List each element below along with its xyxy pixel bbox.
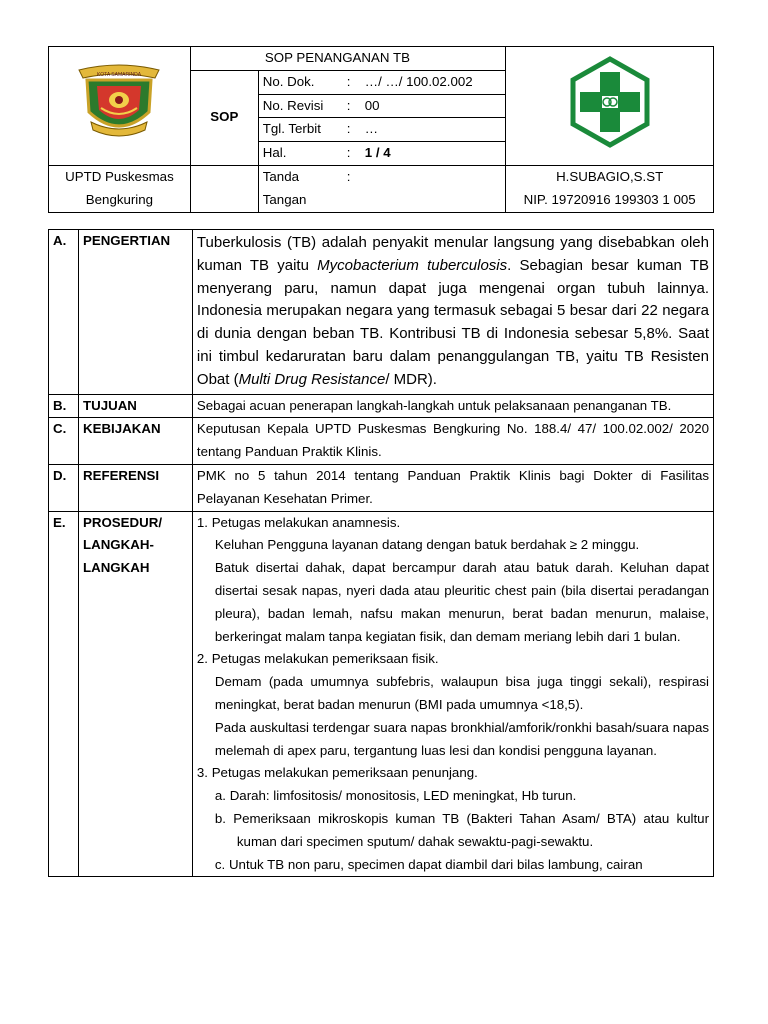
- section-b-text: Sebagai acuan penerapan langkah-langkah untuk pelaksanaan penanganan TB.: [192, 394, 713, 418]
- signer-nip: NIP. 19720916 199303 1 005: [523, 191, 696, 207]
- revision-value: 00: [364, 97, 380, 113]
- sop-empty-cell: [190, 165, 258, 212]
- step-1-title: 1. Petugas melakukan anamnesis.: [196, 514, 401, 530]
- section-b-label: TUJUAN: [78, 394, 192, 418]
- issue-date-sep: :: [346, 121, 351, 137]
- left-logo-cell: [49, 47, 191, 166]
- signer-cell: [506, 165, 714, 212]
- section-a-text-2: . Sebagian besar kuman TB menyerang paru, namun dapat juga mengenai organ tubuh lainnya. Indonesia merupakan negara yang termasuk sebagai 5 besar dari 22 negara di dunia dengan beban TB. Kontribusi TB di Indonesia sebesar 5,8%. Saat ini timbul kedaruratan baru dalam penanggulangan TB, yaitu TB Resisten Obat (: [196, 256, 710, 388]
- page-key: Hal.: [262, 145, 287, 161]
- section-d-row: [49, 464, 714, 511]
- step-3-title: 3. Petugas melakukan pemeriksaan penunjang.: [196, 765, 478, 781]
- section-e-row: [49, 511, 714, 877]
- doc-number-row: [258, 70, 506, 94]
- doc-number-sep: :: [346, 73, 351, 89]
- section-a-letter: A.: [49, 230, 79, 395]
- section-a-row: [49, 230, 714, 395]
- section-a-text-3: / MDR).: [385, 370, 437, 388]
- signer-name: H.SUBAGIO,S.ST: [556, 168, 664, 184]
- step-1-para-2: Batuk disertai dahak, dapat bercampur darah atau batuk darah. Keluhan dapat disertai sesak napas, nyeri dada atau pleuritic chest pain (bila disertai peradangan pleura), badan lemah, nafsu makan menurun, berat badan menurun, malaise, berkeringat malam tanpa kegiatan fisik, dan demam meriang lebih dari 1 bulan.: [214, 560, 709, 644]
- emblem-text: KOTA SAMARINDA: [97, 72, 142, 79]
- issue-date-value: …: [364, 121, 379, 137]
- section-a-text-1: Tuberkulosis (TB) adalah penyakit menular langsung yang disebabkan oleh kuman TB yaitu: [196, 234, 709, 274]
- revision-sep: :: [346, 97, 351, 113]
- step-2-para-1: Demam (pada umumnya subfebris, walaupun bisa juga tinggi sekali), respirasi meningkat, berat badan menurun (BMI pada umumnya <18,5).: [214, 674, 709, 712]
- step-2-para-2: Pada auskultasi terdengar suara napas bronkhial/amforik/ronkhi basah/suara napas melemah di apex paru, tergantung luas lesi dan kondisi pengguna layanan.: [214, 719, 709, 758]
- org-line-1: UPTD Puskesmas: [65, 168, 174, 184]
- section-c-row: [49, 418, 714, 465]
- section-b-row: [49, 394, 714, 418]
- issue-date-key: Tgl. Terbit: [262, 121, 321, 137]
- step-2-title: 2. Petugas melakukan pemeriksaan fisik.: [196, 651, 439, 667]
- section-d-text: PMK no 5 tahun 2014 tentang Panduan Praktik Klinis bagi Dokter di Fasilitas Pelayanan Kesehatan Primer.: [192, 464, 713, 511]
- section-a-label: PENGERTIAN: [78, 230, 192, 395]
- sign-sep: :: [346, 168, 351, 184]
- doc-number-key: No. Dok.: [262, 73, 315, 89]
- section-e-label-2: LANGKAH-: [82, 537, 154, 553]
- page-value: 1 / 4: [364, 145, 391, 161]
- sop-label: SOP: [190, 70, 258, 165]
- section-b-letter: B.: [49, 394, 79, 418]
- doc-title: SOP PENANGANAN TB: [190, 47, 505, 71]
- header-table: [48, 46, 714, 213]
- section-e-letter: E.: [49, 511, 79, 877]
- kota-samarinda-emblem-icon: [71, 62, 167, 142]
- step-1-para-1: Keluhan Pengguna layanan datang dengan batuk berdahak ≥ 2 minggu.: [214, 537, 640, 553]
- doc-number-value: …/ …/ 100.02.002: [364, 73, 473, 89]
- org-name-cell: [49, 165, 191, 212]
- section-e-text: [192, 511, 713, 877]
- section-e-label-3: LANGKAH: [82, 560, 150, 576]
- signature-cell: [258, 165, 506, 212]
- section-e-label: [78, 511, 192, 877]
- section-a-italic-2: Multi Drug Resistance: [238, 370, 386, 388]
- issue-date-row: [258, 118, 506, 142]
- section-a-text: [192, 230, 713, 395]
- section-c-label: KEBIJAKAN: [78, 418, 192, 465]
- step-3-item-a: a. Darah: limfositosis/ monositosis, LED meningkat, Hb turun.: [214, 788, 577, 804]
- revision-key: No. Revisi: [262, 97, 324, 113]
- revision-row: [258, 94, 506, 118]
- section-c-letter: C.: [49, 418, 79, 465]
- section-e-label-1: PROSEDUR/: [82, 514, 163, 530]
- section-d-letter: D.: [49, 464, 79, 511]
- page-sep: :: [346, 145, 351, 161]
- org-line-2: Bengkuring: [85, 191, 154, 207]
- step-3-item-b: b. Pemeriksaan mikroskopis kuman TB (Bakteri Tahan Asam/ BTA) atau kultur kuman dari specimen sputum/ dahak sewaktu-pagi-sewaktu.: [214, 810, 709, 849]
- puskesmas-logo-icon: [564, 56, 656, 148]
- section-a-italic-1: Mycobacterium tuberculosis: [317, 256, 508, 274]
- page-row: [258, 142, 506, 166]
- right-logo-cell: [506, 47, 714, 166]
- sign-key-1: Tanda: [262, 168, 299, 184]
- sign-key-2: Tangan: [262, 191, 307, 207]
- section-d-label: REFERENSI: [78, 464, 192, 511]
- section-c-text: Keputusan Kepala UPTD Puskesmas Bengkuring No. 188.4/ 47/ 100.02.002/ 2020 tentang Panduan Praktik Klinis.: [192, 418, 713, 465]
- step-3-item-c: c. Untuk TB non paru, specimen dapat diambil dari bilas lambung, cairan: [214, 856, 643, 872]
- content-table: [48, 229, 714, 877]
